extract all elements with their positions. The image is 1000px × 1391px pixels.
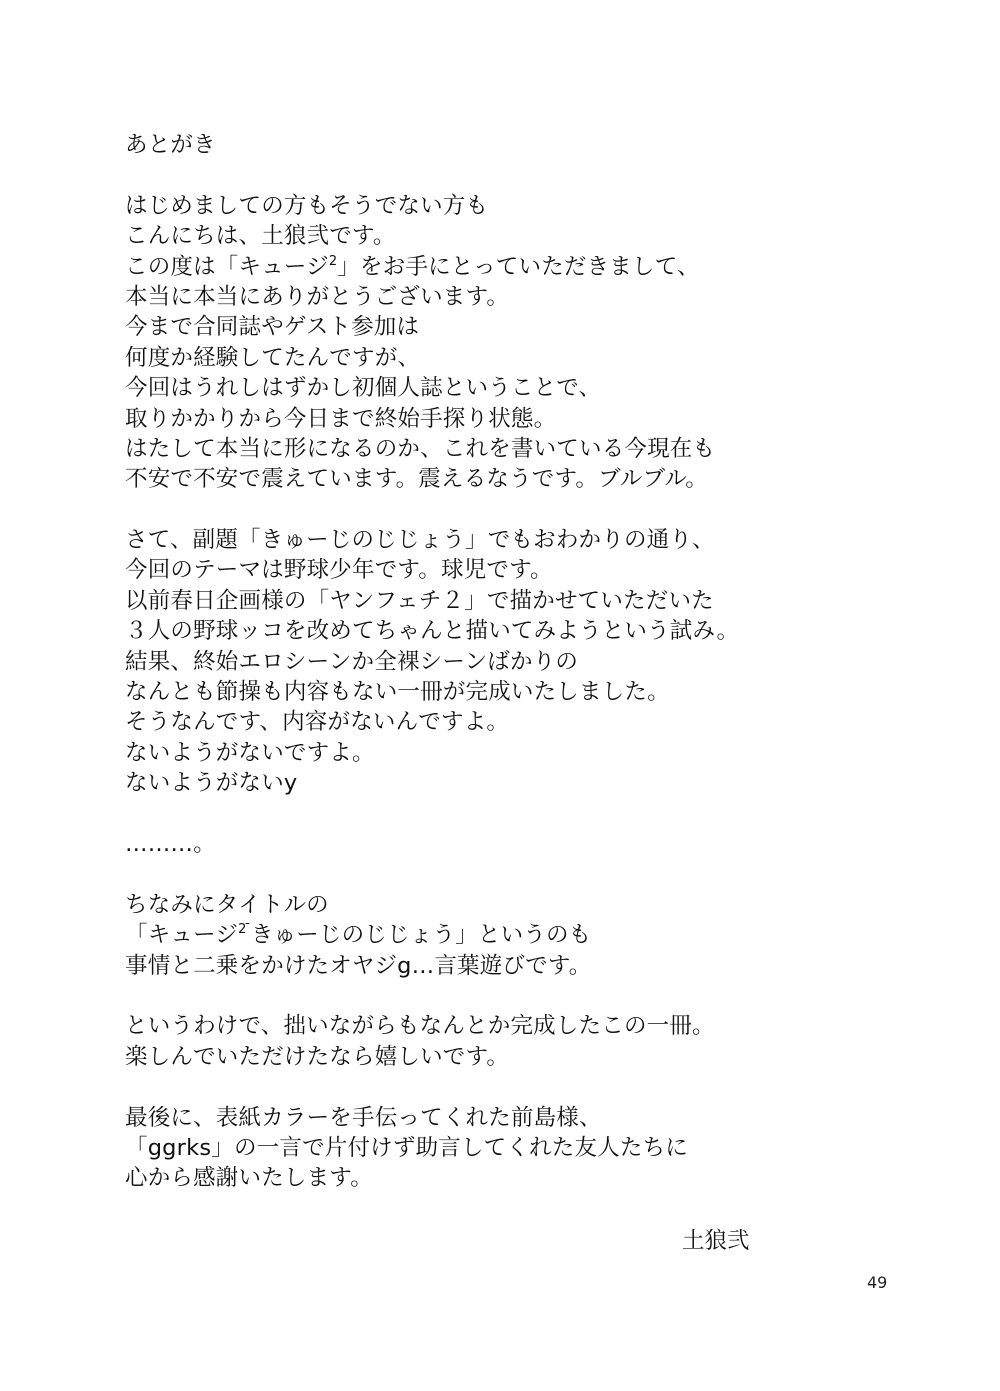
text-line: ３人の野球ッコを改めてちゃんと描いてみようという試み。 (125, 618, 740, 645)
text-line: ないようがないですよ。 (125, 739, 375, 766)
text-line: 本当に本当にありがとうございます。 (125, 283, 510, 310)
text-line: はたして本当に形になるのか、これを書いている今現在も (125, 435, 716, 462)
text-segment: この度は「キュージ (125, 253, 329, 280)
text-segment: 「キュージ (125, 922, 239, 949)
text-line (125, 920, 885, 950)
text-line: なんとも節操も内容もない一冊が完成いたしました。 (125, 679, 670, 706)
text-segment: きゅーじのじじょう」というのも (250, 922, 592, 949)
page-number: 49 (867, 1273, 888, 1292)
text-line: 「ggrks」の一言で片付けず助言してくれた友人たちに (125, 1134, 688, 1161)
paragraph-5 (125, 1103, 885, 1194)
paragraph-1 (125, 191, 885, 495)
text-line: 不安で不安で震えています。震えるなうです。ブルブル。 (125, 466, 709, 493)
superscript: 2 (328, 253, 338, 269)
text-line: 今回のテーマは野球少年です。球児です。 (125, 557, 553, 584)
text-segment: 」をお手にとっていただきまして、 (337, 253, 700, 280)
text-line: はじめましての方もそうでない方も (125, 192, 489, 219)
paragraph-gap (125, 495, 885, 525)
text-line: 心から感謝いたします。 (125, 1165, 373, 1192)
afterword-text (125, 130, 885, 1194)
text-line: 取りかかりから今日まで終始手探り状態。 (125, 405, 557, 432)
paragraph-3 (125, 890, 885, 981)
paragraph-gap (125, 859, 885, 889)
text-line (125, 252, 885, 282)
text-line: こんにちは、土狼弐です。 (125, 223, 396, 250)
text-line: 事情と二乗をかけたオヤジg…言葉遊びです。 (125, 952, 592, 979)
text-line: ちなみにタイトルの (125, 891, 329, 918)
text-line: というわけで、拙いながらもなんとか完成したこの一冊。 (125, 1013, 715, 1040)
paragraph-2 (125, 525, 885, 799)
text-line: 何度か経験してたんですが、 (125, 344, 421, 371)
text-line: 以前春日企画様の「ヤンフェチ２」で描かせていただいた (125, 587, 714, 614)
author-signature: 土狼弐 (682, 1228, 750, 1254)
superscript: 2 ̄ (238, 922, 251, 938)
text-line: 今回はうれしはずかし初個人誌ということで、 (125, 375, 602, 402)
paragraph-4 (125, 1011, 885, 1072)
paragraph-gap (125, 799, 885, 829)
paragraph-gap (125, 981, 885, 1011)
text-line: 今まで合同誌やゲスト参加は (125, 314, 420, 341)
paragraph-gap (125, 1072, 885, 1102)
text-line: 楽しんでいただけたなら嬉しいです。 (125, 1043, 510, 1070)
text-line: 最後に、表紙カラーを手伝ってくれた前島様、 (125, 1104, 602, 1131)
text-line: ないようがないy (125, 770, 298, 797)
afterword-title: あとがき (125, 132, 216, 158)
paragraph-gap (125, 160, 885, 190)
text-line: そうなんです、内容がないんですよ。 (125, 709, 510, 736)
ellipsis-line: ………。 (125, 830, 216, 857)
text-line: さて、副題「きゅーじのじじょう」でもおわかりの通り、 (125, 527, 715, 554)
text-line: 結果、終始エロシーンか全裸シーンばかりの (125, 648, 579, 675)
